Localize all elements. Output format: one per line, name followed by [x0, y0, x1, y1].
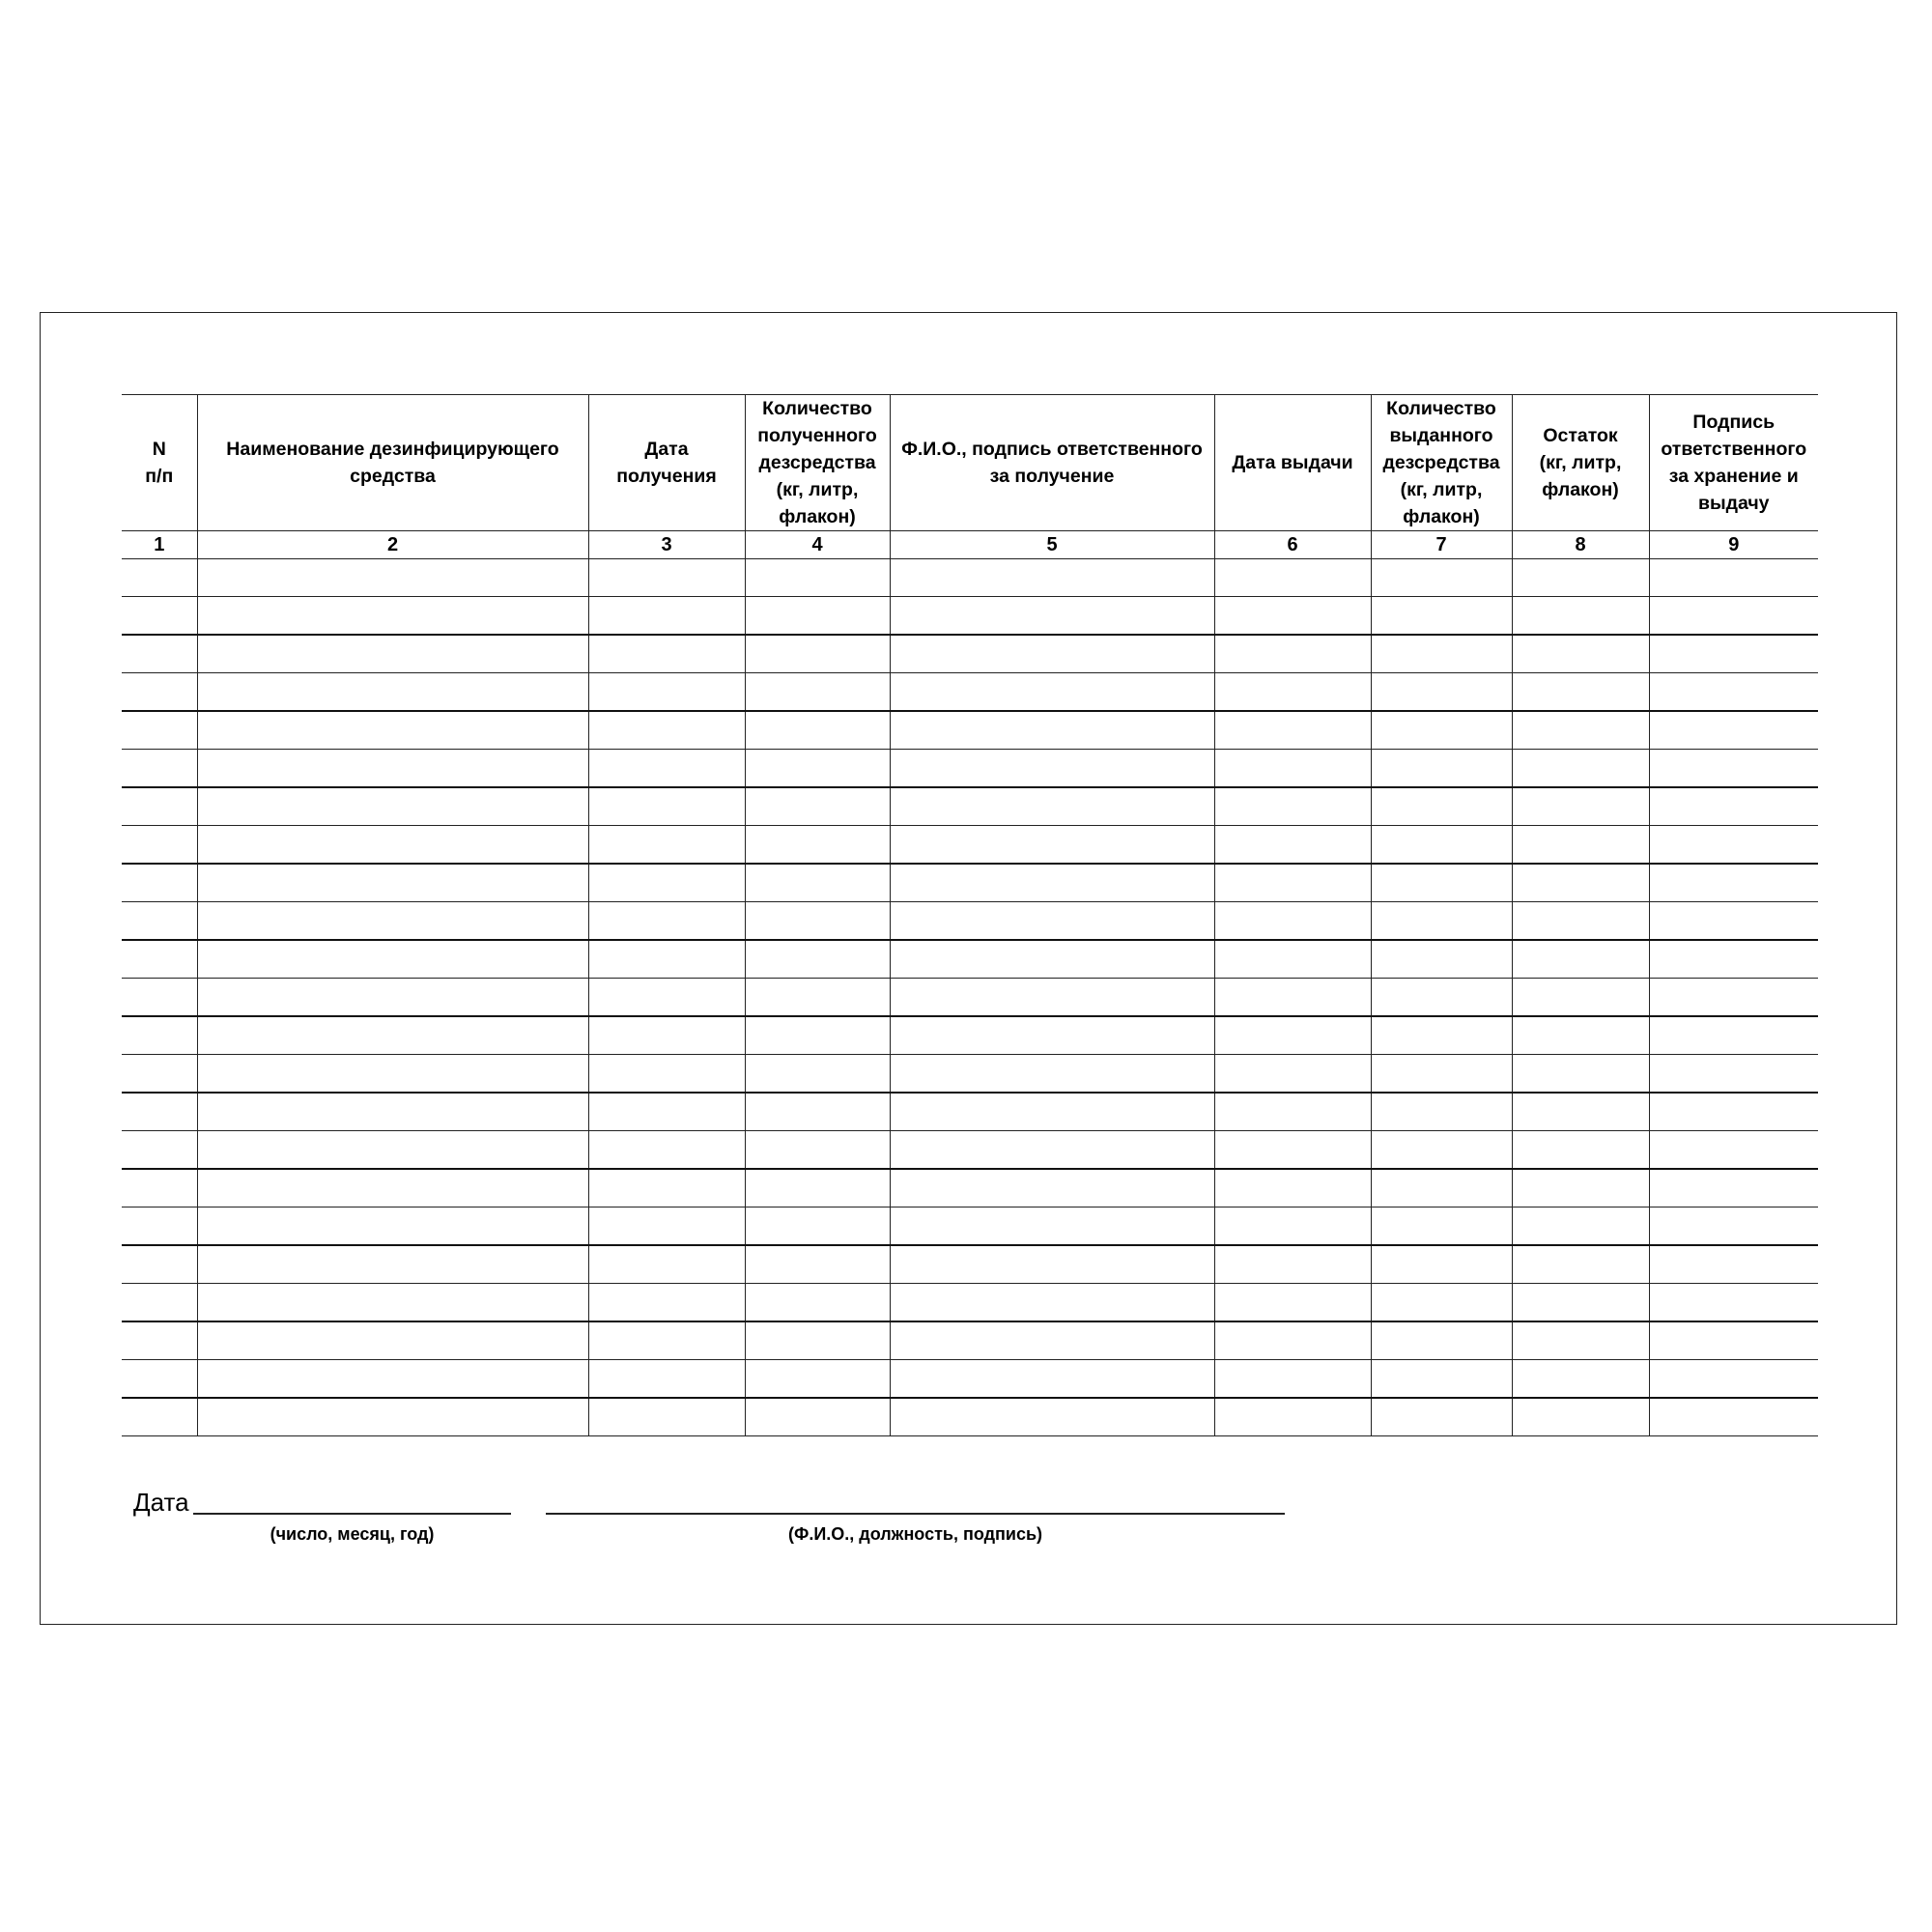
empty-cell[interactable]: [745, 1245, 890, 1284]
empty-cell[interactable]: [122, 902, 197, 941]
empty-cell[interactable]: [122, 787, 197, 826]
empty-cell[interactable]: [1512, 1093, 1649, 1131]
empty-cell[interactable]: [1512, 711, 1649, 750]
table-row: [122, 1016, 1818, 1055]
column-number: 3: [588, 531, 745, 559]
empty-cell[interactable]: [1649, 635, 1818, 673]
empty-cell[interactable]: [890, 1169, 1214, 1208]
empty-cell[interactable]: [197, 1055, 588, 1094]
empty-cell[interactable]: [1214, 1284, 1371, 1322]
empty-cell[interactable]: [1649, 940, 1818, 979]
empty-cell[interactable]: [1512, 979, 1649, 1017]
empty-cell[interactable]: [890, 940, 1214, 979]
empty-cell[interactable]: [1371, 787, 1512, 826]
empty-cell[interactable]: [745, 1398, 890, 1436]
empty-cell[interactable]: [1512, 1321, 1649, 1360]
empty-cell[interactable]: [745, 787, 890, 826]
empty-cell[interactable]: [122, 1169, 197, 1208]
empty-cell[interactable]: [745, 1093, 890, 1131]
empty-cell[interactable]: [890, 902, 1214, 941]
empty-cell[interactable]: [197, 1208, 588, 1246]
empty-cell[interactable]: [1214, 1055, 1371, 1094]
empty-cell[interactable]: [197, 1321, 588, 1360]
empty-cell[interactable]: [588, 826, 745, 865]
empty-cell[interactable]: [1214, 635, 1371, 673]
empty-cell[interactable]: [1371, 1093, 1512, 1131]
empty-cell[interactable]: [1649, 1169, 1818, 1208]
empty-cell[interactable]: [1512, 902, 1649, 941]
empty-cell[interactable]: [1512, 750, 1649, 788]
empty-cell[interactable]: [1649, 750, 1818, 788]
empty-cell[interactable]: [588, 940, 745, 979]
column-number: 7: [1371, 531, 1512, 559]
empty-cell[interactable]: [1371, 750, 1512, 788]
empty-cell[interactable]: [1371, 635, 1512, 673]
header-remainder: Остаток (кг, литр, флакон): [1512, 395, 1649, 531]
empty-cell[interactable]: [745, 673, 890, 712]
empty-cell[interactable]: [890, 1360, 1214, 1399]
empty-cell[interactable]: [1649, 711, 1818, 750]
empty-cell[interactable]: [122, 711, 197, 750]
empty-cell[interactable]: [1512, 826, 1649, 865]
empty-cell[interactable]: [1214, 1131, 1371, 1170]
empty-cell[interactable]: [588, 1321, 745, 1360]
empty-cell[interactable]: [197, 1093, 588, 1131]
empty-cell[interactable]: [890, 750, 1214, 788]
empty-cell[interactable]: [745, 1208, 890, 1246]
empty-cell[interactable]: [1512, 1169, 1649, 1208]
empty-cell[interactable]: [890, 1055, 1214, 1094]
empty-cell[interactable]: [1371, 1245, 1512, 1284]
empty-cell[interactable]: [1649, 826, 1818, 865]
empty-cell[interactable]: [588, 1284, 745, 1322]
empty-cell[interactable]: [122, 635, 197, 673]
empty-cell[interactable]: [1649, 673, 1818, 712]
table-row: [122, 673, 1818, 712]
date-caption: (число, месяц, год): [270, 1524, 435, 1544]
empty-cell[interactable]: [1649, 864, 1818, 902]
empty-cell[interactable]: [1214, 1360, 1371, 1399]
empty-cell[interactable]: [588, 864, 745, 902]
empty-cell[interactable]: [1512, 1360, 1649, 1399]
empty-cell[interactable]: [197, 711, 588, 750]
column-number: 9: [1649, 531, 1818, 559]
empty-cell[interactable]: [1371, 1208, 1512, 1246]
empty-cell[interactable]: [890, 673, 1214, 712]
empty-cell[interactable]: [197, 1016, 588, 1055]
empty-cell[interactable]: [122, 1093, 197, 1131]
column-number: 2: [197, 531, 588, 559]
empty-cell[interactable]: [197, 1360, 588, 1399]
empty-cell[interactable]: [197, 864, 588, 902]
empty-cell[interactable]: [1214, 787, 1371, 826]
empty-cell[interactable]: [890, 711, 1214, 750]
empty-cell[interactable]: [890, 979, 1214, 1017]
empty-cell[interactable]: [588, 597, 745, 636]
empty-cell[interactable]: [1214, 826, 1371, 865]
header-disinfectant-name: Наименование дезинфицирующего средства: [197, 395, 588, 531]
empty-cell[interactable]: [745, 1321, 890, 1360]
empty-cell[interactable]: [197, 826, 588, 865]
empty-cell[interactable]: [1512, 1131, 1649, 1170]
header-receiver-signature: Ф.И.О., подпись ответственного за получение: [890, 395, 1214, 531]
table-row: [122, 750, 1818, 788]
table-row: [122, 940, 1818, 979]
table-row: [122, 635, 1818, 673]
empty-cell[interactable]: [1214, 940, 1371, 979]
empty-cell[interactable]: [588, 1055, 745, 1094]
empty-cell[interactable]: [1214, 559, 1371, 597]
empty-cell[interactable]: [890, 787, 1214, 826]
empty-cell[interactable]: [890, 826, 1214, 865]
empty-cell[interactable]: [122, 1360, 197, 1399]
empty-cell[interactable]: [1649, 1360, 1818, 1399]
empty-cell[interactable]: [588, 673, 745, 712]
empty-cell[interactable]: [588, 750, 745, 788]
table-row: [122, 1360, 1818, 1399]
empty-cell[interactable]: [745, 635, 890, 673]
empty-cell[interactable]: [588, 1245, 745, 1284]
empty-cell[interactable]: [1512, 635, 1649, 673]
empty-cell[interactable]: [1512, 1208, 1649, 1246]
empty-cell[interactable]: [588, 559, 745, 597]
table-row: [122, 1284, 1818, 1322]
empty-cell[interactable]: [1214, 597, 1371, 636]
empty-cell[interactable]: [1214, 902, 1371, 941]
empty-cell[interactable]: [197, 597, 588, 636]
empty-cell[interactable]: [197, 787, 588, 826]
empty-cell[interactable]: [1512, 559, 1649, 597]
empty-cell[interactable]: [122, 1016, 197, 1055]
column-number: 8: [1512, 531, 1649, 559]
empty-cell[interactable]: [588, 979, 745, 1017]
empty-cell[interactable]: [890, 1398, 1214, 1436]
empty-cell[interactable]: [1214, 711, 1371, 750]
column-number: 4: [745, 531, 890, 559]
empty-cell[interactable]: [122, 1245, 197, 1284]
empty-cell[interactable]: [1512, 940, 1649, 979]
header-received-quantity: Количество полученного дезсредства (кг, литр, флакон): [745, 395, 890, 531]
empty-cell[interactable]: [745, 1016, 890, 1055]
empty-cell[interactable]: [197, 979, 588, 1017]
empty-cell[interactable]: [1371, 902, 1512, 941]
table-row: [122, 559, 1818, 597]
empty-cell[interactable]: [1214, 1016, 1371, 1055]
empty-cell[interactable]: [122, 826, 197, 865]
empty-cell[interactable]: [122, 673, 197, 712]
empty-cell[interactable]: [1371, 826, 1512, 865]
empty-cell[interactable]: [745, 826, 890, 865]
column-number: 5: [890, 531, 1214, 559]
empty-cell[interactable]: [1649, 1016, 1818, 1055]
empty-cell[interactable]: [1371, 1055, 1512, 1094]
empty-cell[interactable]: [890, 597, 1214, 636]
table-row: [122, 1169, 1818, 1208]
empty-cell[interactable]: [588, 1093, 745, 1131]
empty-cell[interactable]: [1371, 1016, 1512, 1055]
empty-cell[interactable]: [588, 1398, 745, 1436]
empty-cell[interactable]: [1512, 864, 1649, 902]
empty-cell[interactable]: [197, 902, 588, 941]
empty-cell[interactable]: [197, 1131, 588, 1170]
empty-cell[interactable]: [1512, 597, 1649, 636]
empty-cell[interactable]: [1371, 979, 1512, 1017]
empty-cell[interactable]: [1512, 1245, 1649, 1284]
empty-cell[interactable]: [122, 864, 197, 902]
empty-cell[interactable]: [890, 1284, 1214, 1322]
empty-cell[interactable]: [1512, 1398, 1649, 1436]
empty-cell[interactable]: [1512, 1016, 1649, 1055]
empty-cell[interactable]: [197, 1284, 588, 1322]
disinfectant-log-table: [122, 394, 1818, 1436]
empty-cell[interactable]: [745, 1055, 890, 1094]
empty-cell[interactable]: [197, 1169, 588, 1208]
empty-cell[interactable]: [1512, 673, 1649, 712]
empty-cell[interactable]: [890, 1208, 1214, 1246]
empty-cell[interactable]: [1371, 1321, 1512, 1360]
empty-cell[interactable]: [1649, 787, 1818, 826]
table-row: [122, 597, 1818, 636]
empty-cell[interactable]: [890, 864, 1214, 902]
empty-cell[interactable]: [890, 1093, 1214, 1131]
empty-cell[interactable]: [890, 559, 1214, 597]
empty-cell[interactable]: [1649, 1245, 1818, 1284]
empty-cell[interactable]: [745, 864, 890, 902]
empty-cell[interactable]: [588, 1169, 745, 1208]
empty-cell[interactable]: [1649, 1321, 1818, 1360]
empty-cell[interactable]: [197, 559, 588, 597]
empty-cell[interactable]: [1649, 1208, 1818, 1246]
empty-cell[interactable]: [1371, 940, 1512, 979]
empty-cell[interactable]: [197, 635, 588, 673]
empty-cell[interactable]: [745, 979, 890, 1017]
empty-cell[interactable]: [1214, 979, 1371, 1017]
empty-cell[interactable]: [745, 711, 890, 750]
empty-cell[interactable]: [588, 1208, 745, 1246]
header-receipt-date: Дата получения: [588, 395, 745, 531]
empty-cell[interactable]: [1214, 864, 1371, 902]
table-row: [122, 864, 1818, 902]
column-number: 1: [122, 531, 197, 559]
header-custodian-signature: Подпись ответственного за хранение и выдачу: [1649, 395, 1818, 531]
empty-cell[interactable]: [588, 902, 745, 941]
empty-cell[interactable]: [1649, 979, 1818, 1017]
empty-cell[interactable]: [1649, 597, 1818, 636]
empty-cell[interactable]: [890, 1245, 1214, 1284]
table-row: [122, 1093, 1818, 1131]
empty-cell[interactable]: [1371, 1398, 1512, 1436]
table-row: [122, 787, 1818, 826]
empty-cell[interactable]: [1649, 1055, 1818, 1094]
empty-cell[interactable]: [588, 1360, 745, 1399]
empty-cell[interactable]: [1214, 1321, 1371, 1360]
table-row: [122, 1398, 1818, 1436]
empty-cell[interactable]: [745, 1131, 890, 1170]
empty-cell[interactable]: [197, 1245, 588, 1284]
empty-cell[interactable]: [122, 1055, 197, 1094]
empty-cell[interactable]: [197, 673, 588, 712]
date-label: Дата: [133, 1488, 189, 1517]
table-row: [122, 1131, 1818, 1170]
table-row: [122, 1055, 1818, 1094]
signature-fill-line[interactable]: [546, 1513, 1285, 1515]
empty-cell[interactable]: [1214, 1245, 1371, 1284]
date-fill-line[interactable]: [193, 1513, 511, 1515]
empty-cell[interactable]: [122, 559, 197, 597]
empty-cell[interactable]: [588, 1131, 745, 1170]
table-row: [122, 979, 1818, 1017]
empty-cell[interactable]: [588, 787, 745, 826]
empty-cell[interactable]: [1371, 673, 1512, 712]
column-number-row: [122, 531, 1818, 559]
empty-cell[interactable]: [1371, 1169, 1512, 1208]
empty-cell[interactable]: [588, 1016, 745, 1055]
empty-cell[interactable]: [197, 1398, 588, 1436]
table-row: [122, 826, 1818, 865]
empty-cell[interactable]: [890, 635, 1214, 673]
empty-cell[interactable]: [1649, 1093, 1818, 1131]
empty-cell[interactable]: [1371, 1131, 1512, 1170]
empty-cell[interactable]: [122, 597, 197, 636]
empty-cell[interactable]: [588, 711, 745, 750]
signature-caption: (Ф.И.О., должность, подпись): [787, 1524, 1043, 1544]
empty-cell[interactable]: [1214, 1093, 1371, 1131]
table-row: [122, 1321, 1818, 1360]
empty-cell[interactable]: [1649, 1398, 1818, 1436]
empty-cell[interactable]: [122, 979, 197, 1017]
empty-cell[interactable]: [745, 940, 890, 979]
empty-cell[interactable]: [745, 902, 890, 941]
empty-cell[interactable]: [122, 1131, 197, 1170]
empty-cell[interactable]: [1649, 902, 1818, 941]
empty-cell[interactable]: [745, 559, 890, 597]
empty-cell[interactable]: [745, 750, 890, 788]
empty-cell[interactable]: [745, 1169, 890, 1208]
empty-cell[interactable]: [197, 940, 588, 979]
table-row: [122, 1208, 1818, 1246]
empty-cell[interactable]: [122, 1208, 197, 1246]
empty-cell[interactable]: [890, 1016, 1214, 1055]
header-number: N п/п: [122, 395, 197, 531]
empty-cell[interactable]: [122, 940, 197, 979]
empty-cell[interactable]: [1371, 1284, 1512, 1322]
table-row: [122, 902, 1818, 941]
empty-cell[interactable]: [1214, 1208, 1371, 1246]
empty-cell[interactable]: [1512, 787, 1649, 826]
empty-cell[interactable]: [122, 1398, 197, 1436]
empty-cell[interactable]: [1512, 1055, 1649, 1094]
column-number: 6: [1214, 531, 1371, 559]
empty-cell[interactable]: [1214, 1169, 1371, 1208]
header-row: [122, 395, 1818, 531]
empty-cell[interactable]: [890, 1131, 1214, 1170]
empty-cell[interactable]: [1371, 1360, 1512, 1399]
table-row: [122, 711, 1818, 750]
empty-cell[interactable]: [1214, 673, 1371, 712]
empty-cell[interactable]: [1214, 1398, 1371, 1436]
empty-cell[interactable]: [1371, 711, 1512, 750]
empty-cell[interactable]: [1371, 864, 1512, 902]
empty-cell[interactable]: [745, 1284, 890, 1322]
empty-cell[interactable]: [745, 1360, 890, 1399]
empty-cell[interactable]: [588, 635, 745, 673]
empty-cell[interactable]: [197, 750, 588, 788]
empty-cell[interactable]: [745, 597, 890, 636]
empty-cell[interactable]: [122, 1284, 197, 1322]
empty-cell[interactable]: [122, 750, 197, 788]
empty-cell[interactable]: [1512, 1284, 1649, 1322]
header-issue-date: Дата выдачи: [1214, 395, 1371, 531]
empty-cell[interactable]: [1214, 750, 1371, 788]
header-issued-quantity: Количество выданного дезсредства (кг, литр, флакон): [1371, 395, 1512, 531]
table-row: [122, 1245, 1818, 1284]
empty-cell[interactable]: [1371, 559, 1512, 597]
empty-cell[interactable]: [890, 1321, 1214, 1360]
empty-cell[interactable]: [1649, 1284, 1818, 1322]
empty-cell[interactable]: [1649, 559, 1818, 597]
empty-cell[interactable]: [1371, 597, 1512, 636]
empty-cell[interactable]: [1649, 1131, 1818, 1170]
empty-cell[interactable]: [122, 1321, 197, 1360]
